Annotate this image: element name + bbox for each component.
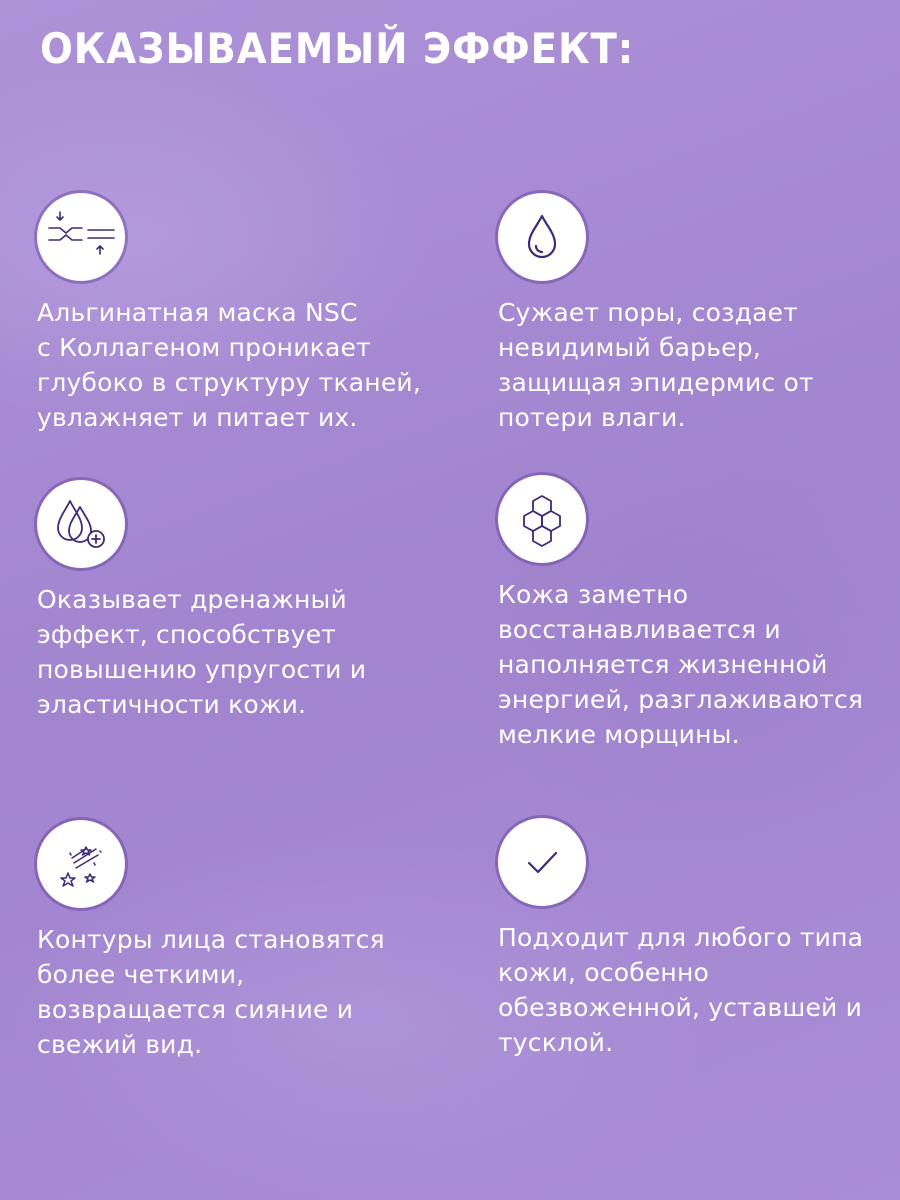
effect-item-penetration [37,193,437,435]
effect-item-contours [37,820,437,1062]
drop-icon [498,193,586,281]
effect-text: Оказывает дренажный эффект, способствует повышению упругости и эластичности кожи. [37,585,367,719]
effect-item-pores [498,193,898,435]
effect-item-recovery [498,475,898,752]
effect-item-skin-types [498,818,898,1060]
effect-text: Контуры лица становятся более четкими, возвращается сияние и свежий вид. [37,925,385,1059]
double-drop-plus-icon [37,480,125,568]
checkmark-icon [498,818,586,906]
effect-text: Кожа заметно восстанавливается и наполняется жизненной энергией, разглаживаются мелкие морщины. [498,580,864,749]
effect-text: Сужает поры, создает невидимый барьер, защищая эпидермис от потери влаги. [498,298,814,432]
effect-text: Подходит для любого типа кожи, особенно обезвоженной, уставшей и тусклой. [498,923,864,1057]
honeycomb-icon [498,475,586,563]
page-title: ОКАЗЫВАЕМЫЙ ЭФФЕКТ: [40,24,635,73]
effect-item-drainage [37,480,437,722]
effect-text: Альгинатная маска NSC с Коллагеном проникает глубоко в структуру тканей, увлажняет и питает их. [37,298,421,432]
stars-icon [37,820,125,908]
layers-penetration-icon [37,193,125,281]
